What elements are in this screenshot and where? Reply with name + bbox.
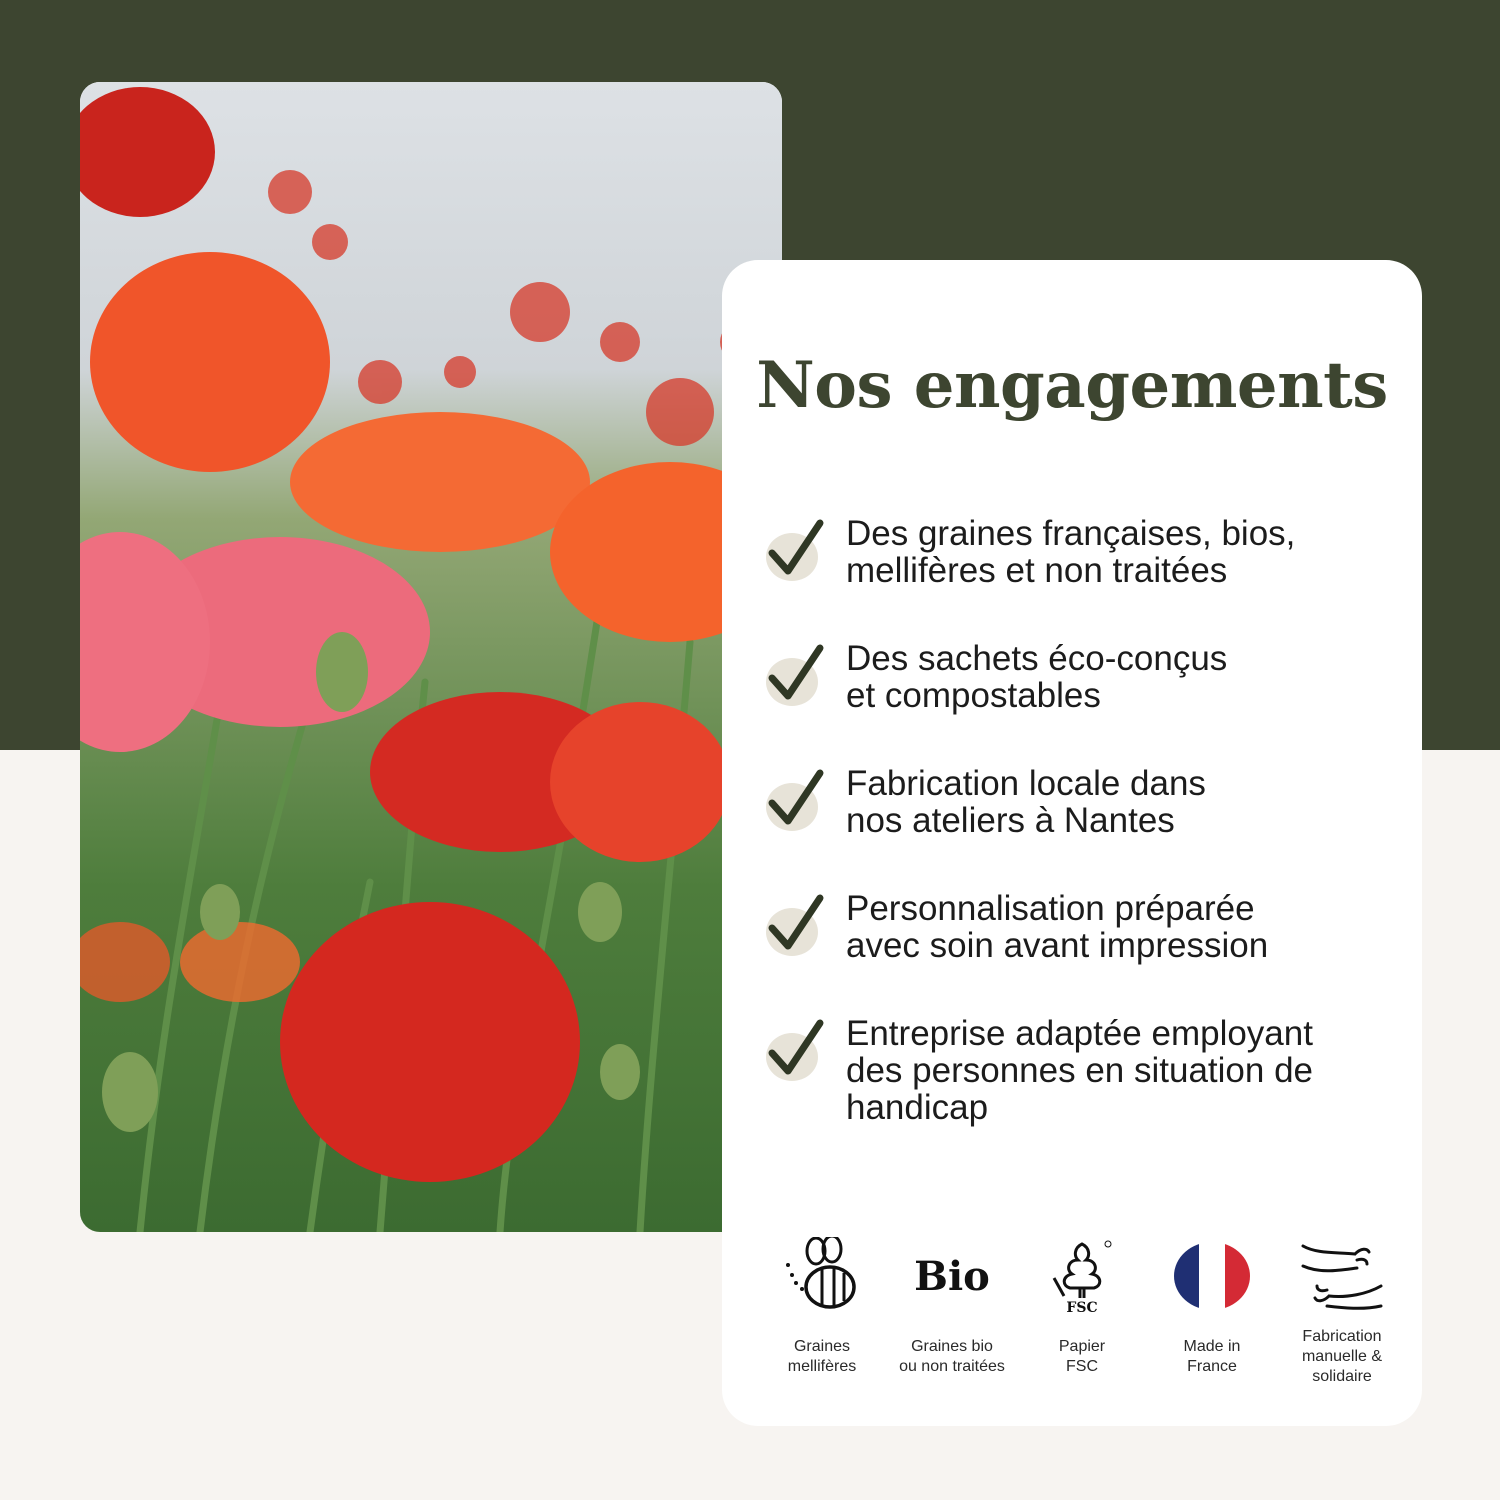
badge-label: Graines mellifères: [787, 1338, 857, 1375]
commitment-text: Entreprise adaptée employant des personnes en situation de handicap: [846, 1014, 1313, 1127]
badge-fsc: [1012, 1235, 1152, 1405]
badge-label: Graines bio ou non traitées: [899, 1338, 1005, 1375]
badge-organic: [882, 1235, 1022, 1405]
commitment-text: Des sachets éco-conçus et compostables: [846, 639, 1228, 715]
badge-label: Papier FSC: [1058, 1338, 1106, 1375]
commitment-text: Des graines françaises, bios, mellifères et non traitées: [846, 514, 1296, 590]
check-icon: [762, 890, 832, 960]
certification-badges: [752, 1235, 1412, 1405]
badge-label: Fabrication manuelle & solidaire: [1301, 1328, 1383, 1385]
badge-label: Made in France: [1183, 1338, 1241, 1375]
bee-icon: [782, 1237, 862, 1315]
check-icon: [762, 1015, 832, 1085]
card-title: Nos engagements: [756, 348, 1388, 423]
check-icon: [762, 640, 832, 710]
badge-made-in-france: [1142, 1235, 1282, 1405]
france-flag-icon: [1172, 1240, 1252, 1312]
badge-honey-seeds: [752, 1235, 892, 1405]
poppy-illustration: [80, 82, 782, 1232]
badge-handmade: [1272, 1235, 1412, 1405]
commitments-card: [722, 260, 1422, 1426]
bio-icon: [882, 1235, 1022, 1317]
check-icon: [762, 765, 832, 835]
fsc-tree-icon: [1050, 1238, 1114, 1314]
commitment-text: Fabrication locale dans nos ateliers à Nantes: [846, 764, 1206, 840]
fsc-logo-text: FSC: [1066, 1300, 1098, 1314]
check-icon: [762, 515, 832, 585]
poppy-field-photo: [80, 82, 782, 1232]
hands-icon: [1297, 1240, 1387, 1312]
commitment-text: Personnalisation préparée avec soin avant impression: [846, 889, 1269, 965]
bio-logo-text: Bio: [914, 1252, 990, 1300]
